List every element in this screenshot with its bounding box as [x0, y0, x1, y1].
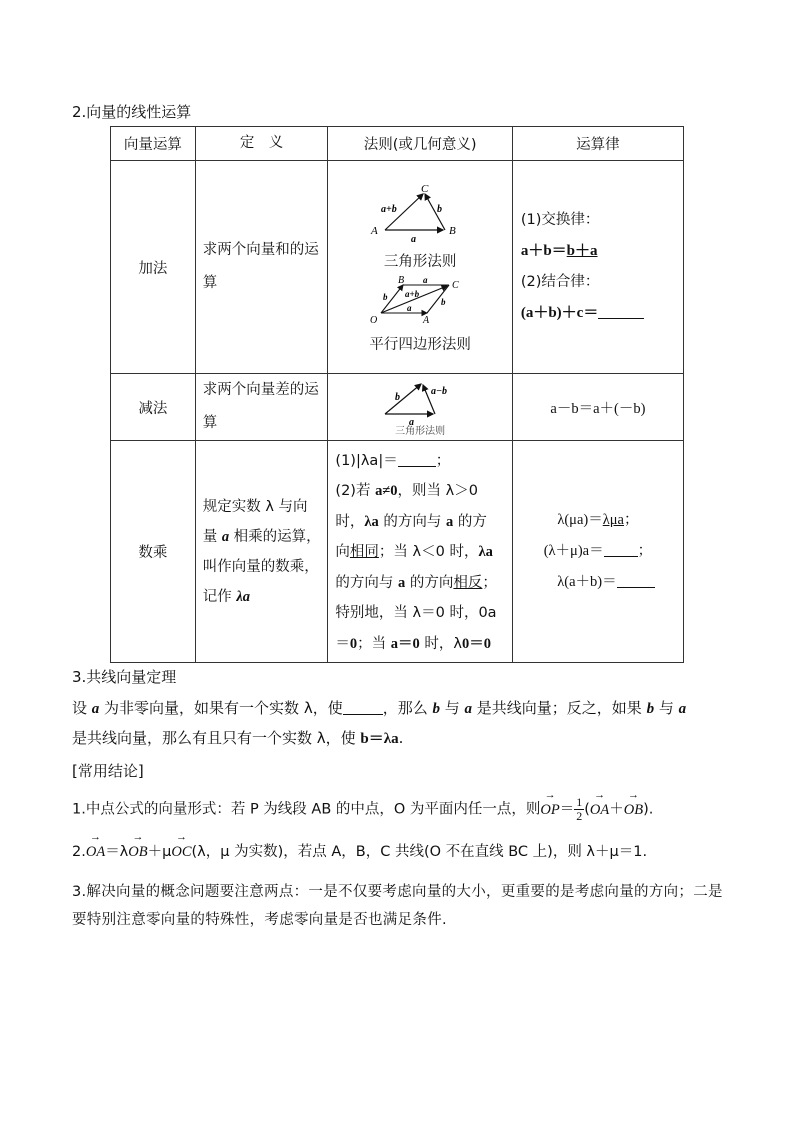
scalar-law-2: (λ＋μ)a＝ ； [543, 543, 653, 559]
scalar-law-1: λ(μa)＝λμa； [557, 512, 639, 528]
commutative-law: a＋b＝b＋a [520, 243, 598, 259]
header-definition: 定 义 [195, 127, 328, 161]
scalar-rule-3: 时，λa 的方向与 a 的方 [335, 513, 487, 530]
par-a-top-label: a [423, 275, 428, 285]
sub-b-label: b [395, 391, 401, 403]
rule-addition [328, 161, 512, 374]
scalar-law-2-blank [604, 542, 638, 558]
parallelogram-rule-figure [365, 275, 475, 327]
scalar-law-1-answer: λμa [602, 512, 624, 528]
par-point-o-label: O [370, 315, 378, 326]
par-point-a-label: A [423, 315, 430, 326]
collinear-theorem-line2: 是共线向量，那么有且只有一个实数 λ，使 b＝λa. [72, 729, 404, 747]
same-direction-answer: 相同 [349, 544, 379, 561]
subtraction-figure [375, 378, 465, 426]
law-subtraction: a－b＝a＋(－b) [512, 374, 683, 441]
law-addition [512, 161, 683, 374]
common-conclusions-title: [常用结论] [72, 762, 144, 780]
def-scalar-line4: 记作 λa [202, 588, 251, 605]
sub-diff-label: a−b [431, 385, 448, 397]
point-b-label: B [449, 225, 456, 237]
rule-subtraction [328, 374, 512, 441]
sub-vector-b-line [385, 384, 421, 414]
opposite-direction-answer: 相反 [453, 574, 483, 591]
op-scalar: 数乘 [111, 441, 196, 663]
def-scalar-line2: 量 a 相乘的运算， [202, 528, 321, 545]
associative-law: (a＋b)＋c＝ [521, 298, 683, 329]
triangle-rule-caption: 三角形法则 [383, 254, 457, 270]
def-subtraction: 求两个向量差的运算 [195, 374, 328, 441]
vector-b-line [425, 194, 445, 230]
section-title: 2.向量的线性运算 [72, 103, 192, 121]
def-scalar-line1: 规定实数 λ 与向 [202, 498, 308, 515]
table-row-addition [111, 161, 684, 374]
conclusion-3: 3.解决向量的概念问题要注意两点：一是不仅要考虑向量的大小，更重要的是考虑向量的方向；二是要特别注意零向量的特殊性，考虑零向量是否也满足条件. [72, 884, 723, 928]
scalar-rule-1-blank [398, 451, 436, 467]
conclusion-1: 1.中点公式的向量形式：若 P 为线段 AB 的中点，O 为平面内任一点，则→ OP＝ $\frac{1}{2}$ (→ OA＋→ OB). [72, 796, 653, 823]
header-operation: 向量运算 [111, 127, 196, 161]
law-scalar [512, 441, 683, 663]
par-sum-label: a+b [405, 289, 420, 299]
sub-a-label: a [409, 416, 415, 426]
conclusion-2: 2.→ OA＝λ→ OB＋μ→ OC(λ，μ 为实数)，若点 A，B，C 共线(O 不在直线 BC 上)，则 λ＋μ＝1. [72, 840, 647, 861]
section3-title: 3.共线向量定理 [72, 668, 177, 686]
par-point-b-label: B [398, 275, 405, 286]
collinear-theorem-line1: 设 a 为非零向量，如果有一个实数 λ，使 ，那么 b 与 a 是共线向量；反之，如果 b 与 a [72, 699, 687, 717]
b-label: b [437, 204, 443, 215]
triangle-rule-figure [365, 182, 475, 244]
par-point-c-label: C [452, 280, 459, 291]
associative-title: (2)结合律： [520, 274, 600, 290]
op-addition: 加法 [111, 161, 196, 374]
par-b-right-label: b [441, 297, 446, 307]
header-law: 运算律 [512, 127, 683, 161]
subtraction-caption: 三角形法则 [395, 425, 446, 437]
def-scalar-line3: 叫作向量的数乘， [202, 558, 319, 575]
scalar-rule-4: 向相同；当 λ＜0 时，λa [335, 544, 493, 561]
scalar-rule-1: (1)|λa|＝ ； [335, 452, 451, 469]
a-label: a [411, 234, 417, 244]
linear-operations-table [110, 126, 684, 663]
point-a-label: A [371, 225, 378, 237]
scalar-rule-6: 特别地，当 λ＝0 时，0a [335, 605, 497, 622]
table-row-subtraction [111, 374, 684, 441]
table-header-row [111, 127, 684, 161]
def-scalar [195, 441, 328, 663]
point-c-label: C [421, 183, 429, 195]
def-addition: 求两个向量和的运算 [195, 161, 328, 374]
associative-blank [598, 304, 644, 320]
one-half-fraction: $\frac{1}{2}$ [576, 795, 583, 823]
scalar-rule-2: (2)若 a≠0，则当 λ＞0 [335, 483, 478, 500]
scalar-law-3-blank [617, 573, 655, 589]
parallelogram-rule-caption: 平行四边形法则 [369, 337, 471, 353]
table-row-scalar [111, 441, 684, 663]
commutative-answer: b＋a [566, 243, 598, 259]
rule-scalar [328, 441, 512, 663]
scalar-law-3: λ(a＋b)＝ [513, 567, 683, 598]
op-subtraction: 减法 [111, 374, 196, 441]
par-a-bottom-label: a [407, 303, 412, 313]
header-rule: 法则(或几何意义) [328, 127, 512, 161]
sum-label: a+b [381, 204, 397, 215]
collinear-blank [343, 699, 383, 715]
scalar-rule-7: ＝0；当 a＝0 时，λ0＝0 [335, 635, 491, 652]
scalar-rule-5: 的方向与 a 的方向相反； [335, 574, 497, 591]
commutative-title: (1)交换律： [520, 212, 600, 228]
collinear-theorem [72, 694, 732, 754]
par-b-left-label: b [383, 292, 388, 302]
